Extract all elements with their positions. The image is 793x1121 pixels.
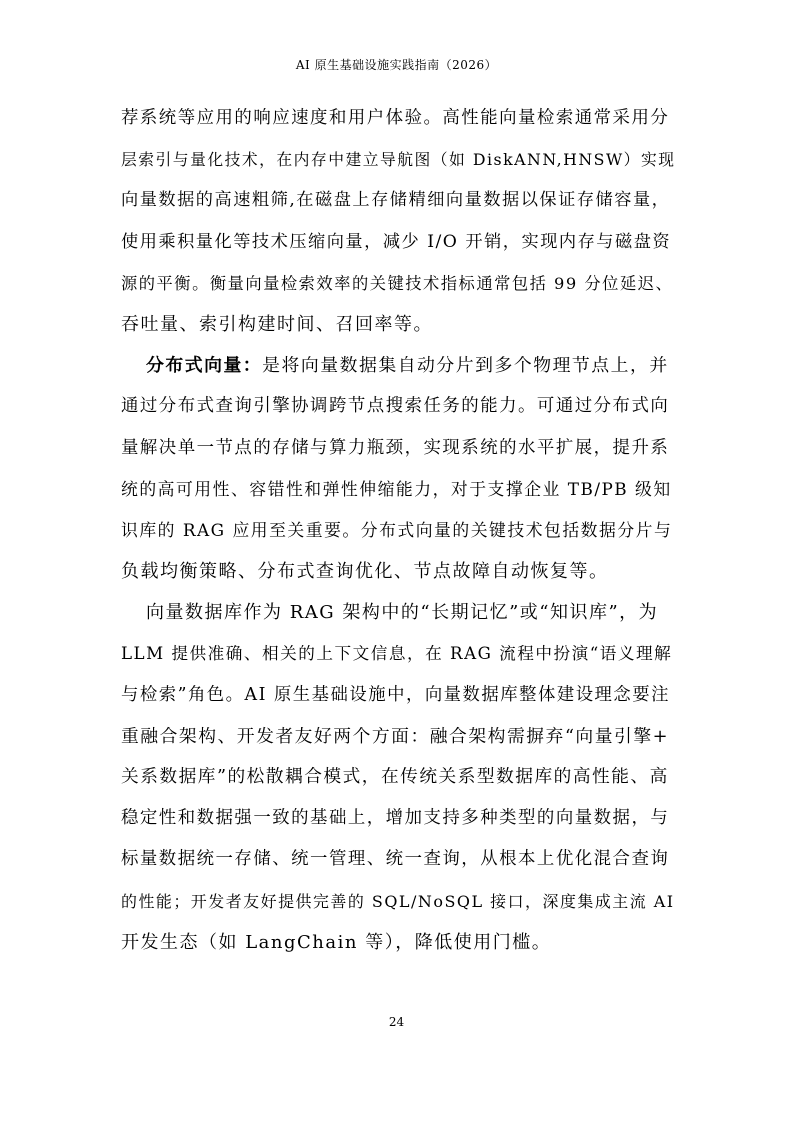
document-title: AI 原生基础设施实践指南（2026） — [295, 58, 498, 72]
text-line: 使用乘积量化等技术压缩向量，减少 I/O 开销，实现内存与磁盘资 — [121, 231, 672, 252]
text-line: 标量数据统一存储、统一管理、统一查询，从根本上优化混合查询 — [121, 849, 670, 870]
text-line: 的性能；开发者友好提供完善的 SQL/NoSQL 接口，深度集成主流 AI — [121, 891, 675, 911]
text-line: 识库的 RAG 应用至关重要。分布式向量的关键技术包括数据分片与 — [121, 519, 673, 540]
paragraph-vector-database — [121, 592, 675, 963]
paragraph-vector-retrieval — [121, 98, 676, 345]
text-line: 重融合架构、开发者友好两个方面：融合架构需摒弃“向量引擎+ — [121, 725, 670, 747]
text-line: 吞吐量、索引构建时间、召回率等。 — [121, 313, 433, 335]
paragraph-distributed-vector — [121, 345, 673, 592]
text-line: 源的平衡。衡量向量检索效率的关键技术指标通常包括 99 分位延迟、 — [121, 273, 674, 293]
term-definition: 是将向量数据集自动分片到多个物理节点上，并 — [262, 355, 669, 377]
text-line: 通过分布式查询引擎协调跨节点搜索任务的能力。可通过分布式向 — [121, 396, 670, 417]
term-distributed-vector: 分布式向量： — [146, 355, 263, 377]
running-header — [0, 58, 793, 72]
text-line: 荐系统等应用的响应速度和用户体验。高性能向量检索通常采用分 — [121, 108, 670, 128]
text-line: 量解决单一节点的存储与算力瓶颈，实现系统的水平扩展，提升系 — [121, 437, 670, 458]
page-body — [121, 98, 676, 963]
text-line: 负载均衡策略、分布式查询优化、节点故障自动恢复等。 — [121, 561, 609, 583]
text-line: 开发生态（如 LangChain 等），降低使用门槛。 — [121, 931, 552, 953]
text-line: 层索引与量化技术，在内存中建立导航图（如 DiskANN,HNSW）实现 — [121, 150, 676, 170]
text-line: 统的高可用性、容错性和弹性伸缩能力，对于支撑企业 TB/PB 级知 — [121, 478, 672, 499]
text-line — [121, 345, 669, 386]
text-line: 关系数据库”的松散耦合模式，在传统关系型数据库的高性能、高 — [121, 767, 669, 787]
text-line: 与检索”角色。AI 原生基础设施中，向量数据库整体建设理念要注 — [121, 684, 670, 705]
text-line: 稳定性和数据强一致的基础上，增加支持多种类型的向量数据，与 — [121, 808, 670, 829]
page-number: 24 — [388, 1015, 405, 1029]
text-line: LLM 提供准确、相关的上下文信息，在 RAG 流程中扮演“语义理解 — [121, 644, 673, 664]
text-line: 向量数据的高速粗筛,在磁盘上存储精细向量数据以保证存储容量， — [121, 190, 671, 211]
text-line: 向量数据库作为 RAG 架构中的“长期记忆”或“知识库”，为 — [146, 602, 659, 624]
